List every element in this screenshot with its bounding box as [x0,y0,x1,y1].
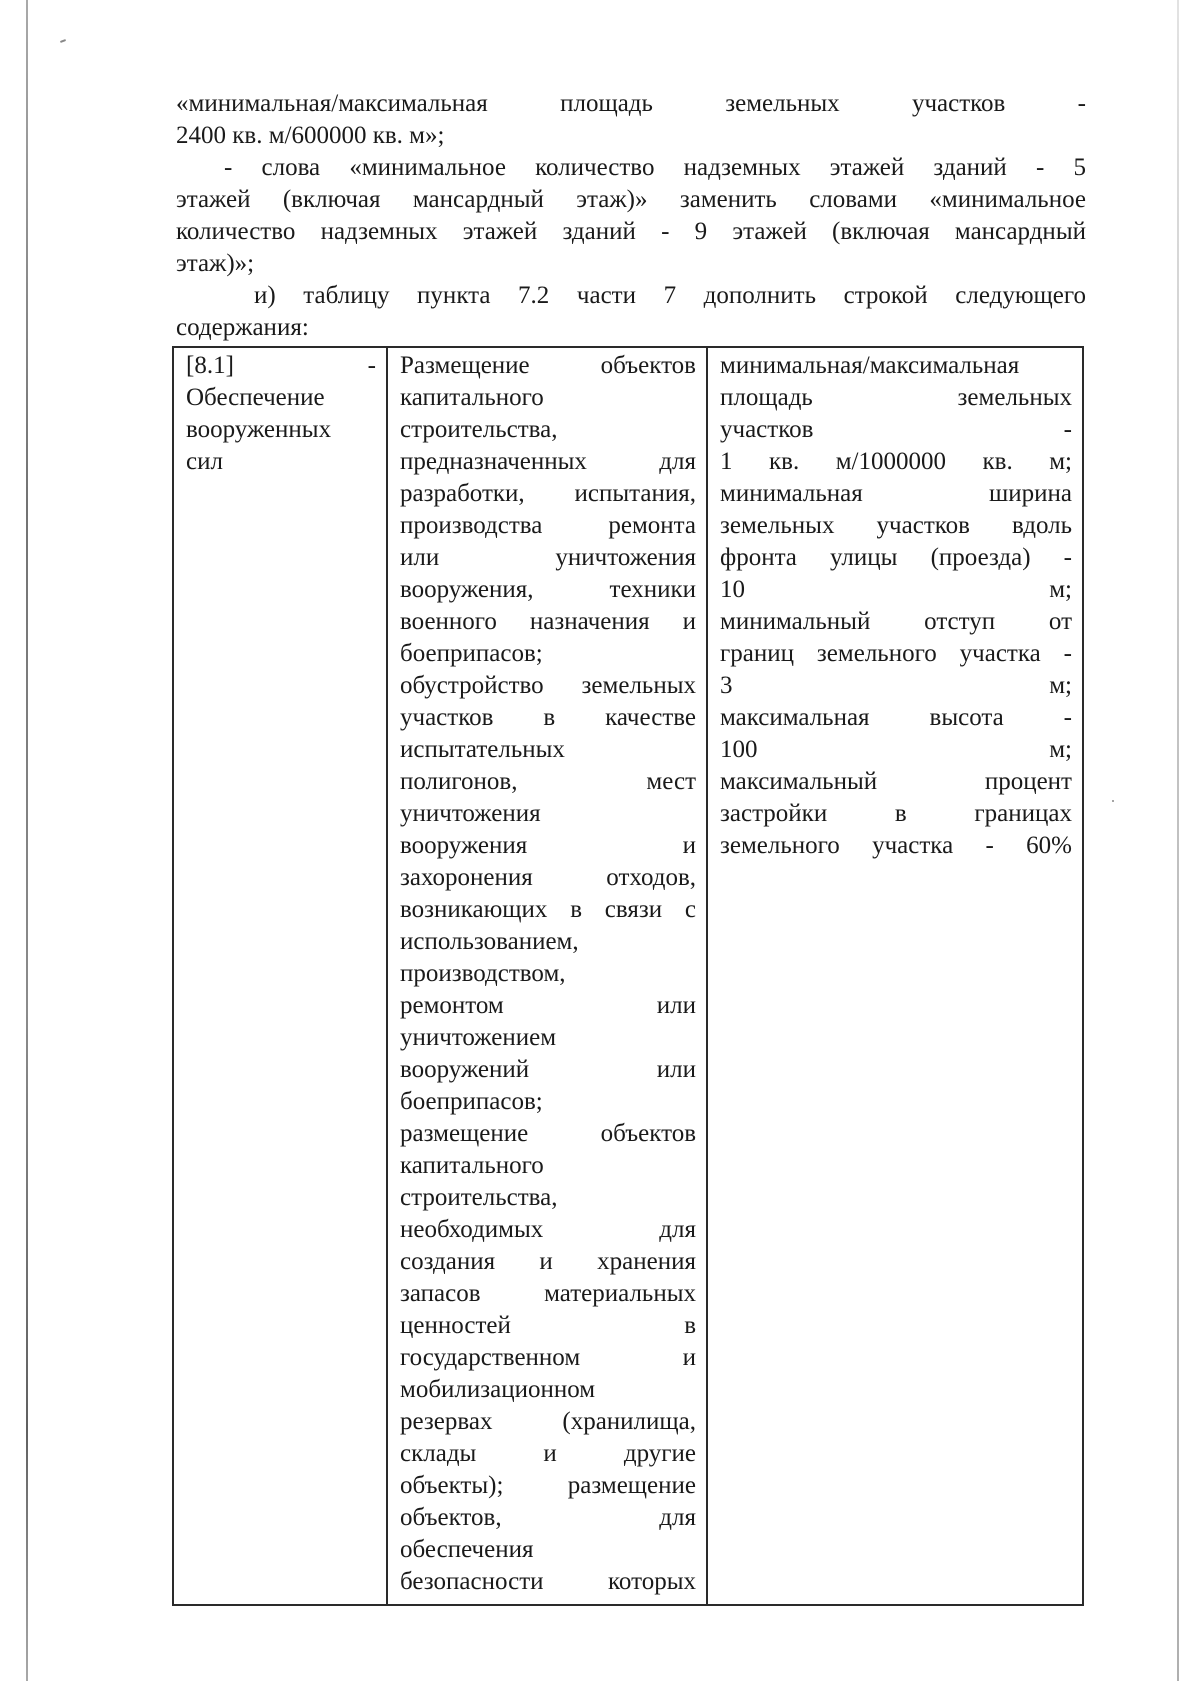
table-cell-line: минимальная ширина [720,480,1072,507]
table-cell-code-name [173,347,387,1605]
table-cell-line: испытательных [400,736,565,763]
table-cell-line: капитального [400,1152,544,1179]
table-cell-line: резервах (хранилища, [400,1408,696,1435]
table-cell-line: ценностей в [400,1312,696,1339]
table-cell-line: строительства, [400,416,558,443]
table-cell-line: обустройство земельных [400,672,696,699]
table-cell-line: минимальный отступ от [720,608,1072,635]
table-cell-line: минимальная/максимальная [720,352,1020,379]
table-cell-line: вооружения и [400,832,696,859]
table-cell-line: 3 м; [720,672,1072,699]
paragraph-1 [176,88,1086,152]
table-cell-line: земельного участка - 60% [720,832,1072,859]
scan-edge-left [26,0,28,1681]
table-cell-line: государственном и [400,1344,696,1371]
paragraph-2 [176,152,1086,280]
table-cell-line: капитального [400,384,544,411]
table-cell-line: площадь земельных [720,384,1072,411]
table-cell-line: 100 м; [720,736,1072,763]
table-row [173,347,1083,1605]
scan-speck [1112,800,1114,802]
table-cell-line: объекты); размещение [400,1472,696,1499]
table-cell-line: мобилизационном [400,1376,596,1403]
table-cell-line: использованием, [400,928,579,955]
table-cell-line: уничтожением [400,1024,557,1051]
table-cell-line: 10 м; [720,576,1072,603]
table-cell-line: объектов, для [400,1504,696,1531]
table-cell-line: возникающих в связи с [400,896,696,923]
table-cell-line: Обеспечение [186,384,325,411]
paragraph-line: «минимальная/максимальная площадь земельных участков - [176,90,1086,117]
table-cell-line: разработки, испытания, [400,480,696,507]
table-cell-line: вооруженных [186,416,332,443]
table-cell-line: фронта улицы (проезда) - [720,544,1072,571]
table-cell-line: склады и другие [400,1440,696,1467]
table-cell-line: запасов материальных [400,1280,696,1307]
table-cell-line: производством, [400,960,566,987]
paragraph-line: и) таблицу пункта 7.2 части 7 дополнить строкой следующего [254,282,1086,309]
table-cell-line: уничтожения [400,800,541,827]
land-use-table [172,346,1084,1606]
table-cell-description [387,347,707,1605]
table-cell-line: обеспечения [400,1536,534,1563]
table-cell-line: участков в качестве [400,704,696,731]
table-cell-line: строительства, [400,1184,558,1211]
table-cell-line: полигонов, мест [400,768,696,795]
document-body [176,88,1086,344]
table-cell-line: ремонтом или [400,992,696,1019]
table-cell-line: безопасности которых [400,1568,696,1595]
paragraph-line: количество надземных этажей зданий - 9 этажей (включая мансардный [176,218,1086,245]
table-cell-line: вооружения, техники [400,576,696,603]
table-cell-line: боеприпасов; [400,1088,543,1115]
table-cell-line: или уничтожения [400,544,696,571]
scan-speck [60,39,66,43]
scan-edge-right [1177,0,1179,1681]
table-cell-line: производства ремонта [400,512,696,539]
table-cell-line: застройки в границах [720,800,1072,827]
table-cell-line: необходимых для [400,1216,696,1243]
table-cell-line: [8.1] - [186,352,376,379]
paragraph-line: этаж)»; [176,250,255,277]
table-cell-line: границ земельного участка - [720,640,1072,667]
table-cell-line: максимальная высота - [720,704,1072,731]
paragraph-line: 2400 кв. м/600000 кв. м»; [176,122,445,149]
table-cell-line: максимальный процент [720,768,1072,795]
table-cell-line: боеприпасов; [400,640,543,667]
table-cell-parameters [707,347,1083,1605]
table-cell-line: участков - [720,416,1072,443]
table-cell-line: Размещение объектов [400,352,696,379]
paragraph-line: содержания: [176,314,309,341]
table-cell-line: сил [186,448,223,475]
paragraph-line: этажей (включая мансардный этаж)» заменить словами «минимальное [176,186,1086,213]
table-cell-line: создания и хранения [400,1248,696,1275]
table-cell-line: предназначенных для [400,448,696,475]
paragraph-3 [176,280,1086,344]
table-cell-line: размещение объектов [400,1120,696,1147]
table-cell-line: земельных участков вдоль [720,512,1072,539]
table-cell-line: захоронения отходов, [400,864,696,891]
table-cell-line: 1 кв. м/1000000 кв. м; [720,448,1072,475]
table-cell-line: вооружений или [400,1056,696,1083]
paragraph-line: - слова «минимальное количество надземных этажей зданий - 5 [224,154,1086,181]
table-cell-line: военного назначения и [400,608,696,635]
